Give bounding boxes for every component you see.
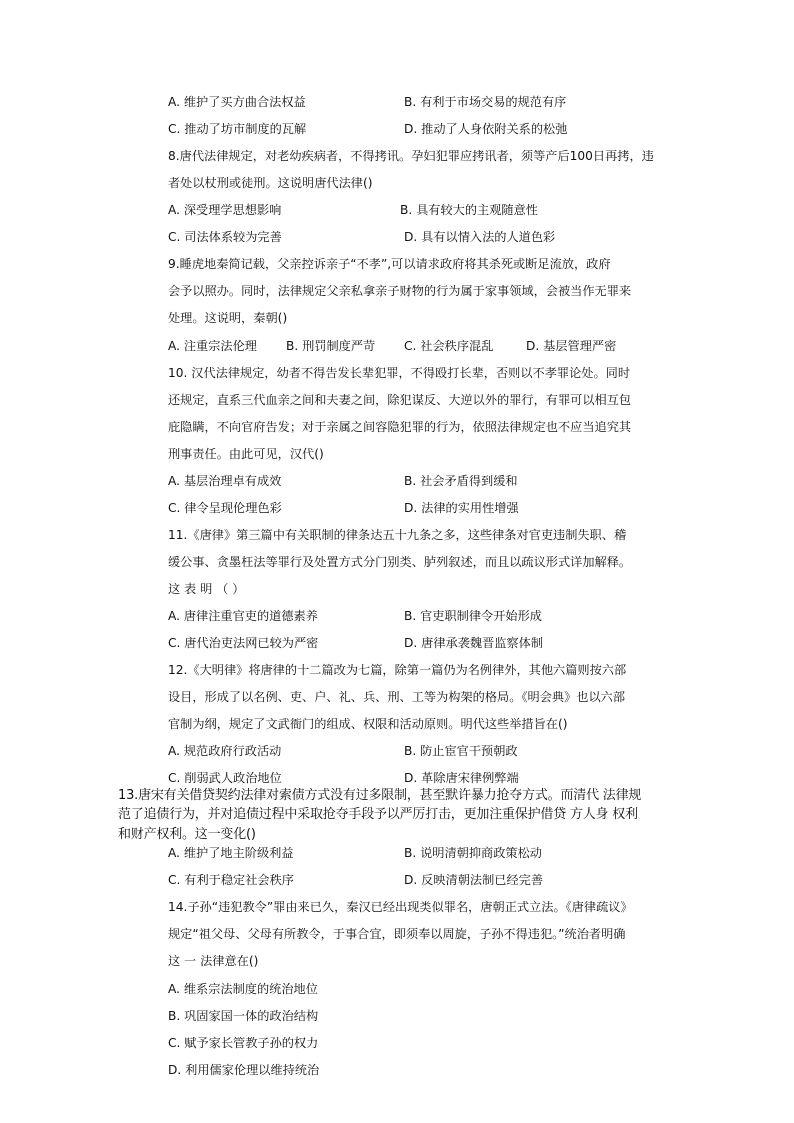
q9-option-c: C. 社会秩序混乱 xyxy=(404,339,494,353)
q12-option-a: A. 规范政府行政活动 xyxy=(168,744,282,758)
q7-option-d: D. 推动了人身依附关系的松弛 xyxy=(404,122,568,136)
q13-option-d: D. 反映清朝法制已经完善 xyxy=(404,873,544,887)
q10-option-c: C. 律令呈现伦理色彩 xyxy=(168,501,282,515)
q14-stem-line: 规定“祖父母、父母有所教令，于事合宜，即须奉以周旋，子孙不得违犯。”统治者明确 xyxy=(168,927,626,941)
q13-option-c: C. 有利于稳定社会秩序 xyxy=(168,873,294,887)
q8-option-b: B. 具有较大的主观随意性 xyxy=(400,203,538,217)
q12-stem-line: 设目，形成了以名例、吏、户、礼、兵、刑、工等为构架的格局。《明会典》也以六部 xyxy=(168,690,626,704)
q13-stem-line: 13.唐宋有关借贷契约法律对索债方式没有过多限制，甚至默许暴力抢夺方式。而清代 法律规 xyxy=(118,788,642,803)
q13-stem-line: 范了追债行为，并对追债过程中采取抢夺手段予以严厉打击，更加注重保护借贷 方人身 权利 xyxy=(118,807,638,822)
q8-stem-line: 者处以杖刑或徒刑。这说明唐代法律() xyxy=(168,176,373,190)
q9-option-d: D. 基层管理严密 xyxy=(526,339,617,353)
q14-stem-line: 14.子孙“违犯教令”罪由来已久，秦汉已经出现类似罪名，唐朝正式立法。《唐律疏议》 xyxy=(168,900,633,914)
q9-stem-line: 会予以照办。同时，法律规定父亲私拿亲子财物的行为属于家事领域，会被当作无罪来 xyxy=(168,284,632,298)
q10-option-d: D. 法律的实用性增强 xyxy=(404,501,519,515)
q8-stem-line: 8.唐代法律规定，对老幼疾病者，不得拷讯。孕妇犯罪应拷讯者，须等产后100日再拷，违 xyxy=(168,149,654,163)
q13-option-b: B. 说明清朝抑商政策松动 xyxy=(404,846,542,860)
q11-stem-line: 11.《唐律》第三篇中有关职制的律条达五十九条之多，这些律条对官吏违制失职、稽 xyxy=(168,528,627,542)
q10-stem-line: 还规定，直系三代血亲之间和夫妻之间，除犯谋反、大逆以外的罪行，有罪可以相互包 xyxy=(168,393,632,407)
q11-stem-line: 这 表 明 （ ） xyxy=(168,582,245,596)
q13-option-a: A. 维护了地主阶级利益 xyxy=(168,846,294,860)
q14-option-a: A. 维系宗法制度的统治地位 xyxy=(168,982,318,996)
q10-stem-line: 庇隐瞒，不向官府告发；对于亲属之间容隐犯罪的行为，依照法律规定也不应当追究其 xyxy=(168,420,632,434)
q7-option-c: C. 推动了坊市制度的瓦解 xyxy=(168,122,307,136)
q14-option-c: C. 赋予家长管教子孙的权力 xyxy=(168,1036,319,1050)
q11-stem-line: 缓公事、贪墨枉法等罪行及处置方式分门别类、胪列叙述，而且以疏议形式详加解释。 xyxy=(168,555,632,569)
q8-option-a: A. 深受理学思想影响 xyxy=(168,203,282,217)
q9-option-b: B. 刑罚制度严苛 xyxy=(286,339,376,353)
q9-stem-line: 处理。这说明，秦朝() xyxy=(168,311,288,325)
q10-option-b: B. 社会矛盾得到缓和 xyxy=(404,474,518,488)
q11-option-d: D. 唐律承袭魏晋监察体制 xyxy=(404,636,544,650)
q11-option-a: A. 唐律注重官吏的道德素养 xyxy=(168,609,318,623)
q13-stem-line: 和财产权利。这一变化() xyxy=(118,827,256,842)
q8-option-d: D. 具有以情入法的人道色彩 xyxy=(404,230,556,244)
q12-option-c: C. 削弱武人政治地位 xyxy=(168,771,282,785)
q11-option-c: C. 唐代治吏法网已较为严密 xyxy=(168,636,319,650)
q10-option-a: A. 基层治理卓有成效 xyxy=(168,474,282,488)
q10-stem-line: 10. 汉代法律规定，幼者不得告发长辈犯罪，不得殴打长辈，否则以不孝罪论处。同时 xyxy=(168,366,631,380)
q9-stem-line: 9.睡虎地秦简记载，父亲控诉亲子“不孝”,可以请求政府将其杀死或断足流放，政府 xyxy=(168,257,611,271)
q12-stem-line: 官制为纲，规定了文武衙门的组成、权限和活动原则。明代这些举措旨在() xyxy=(168,717,568,731)
q11-option-b: B. 官吏职制律令开始形成 xyxy=(404,609,542,623)
q14-option-d: D. 利用儒家伦理以维持统治 xyxy=(168,1063,320,1077)
q10-stem-line: 刑事责任。由此可见，汉代() xyxy=(168,447,324,461)
q12-option-b: B. 防止宦官干预朝政 xyxy=(404,744,518,758)
q7-option-b: B. 有利于市场交易的规范有序 xyxy=(404,95,567,109)
q14-option-b: B. 巩固家国一体的政治结构 xyxy=(168,1009,319,1023)
q9-option-a: A. 注重宗法伦理 xyxy=(168,339,257,353)
q8-option-c: C. 司法体系较为完善 xyxy=(168,230,282,244)
q7-option-a: A. 维护了买方曲合法权益 xyxy=(168,95,306,109)
q12-stem-line: 12.《大明律》将唐律的十二篇改为七篇，除第一篇仍为名例律外，其他六篇则按六部 xyxy=(168,663,627,677)
q14-stem-line: 这 一 法律意在() xyxy=(168,954,259,968)
q12-option-d: D. 革除唐宋律例弊端 xyxy=(404,771,519,785)
